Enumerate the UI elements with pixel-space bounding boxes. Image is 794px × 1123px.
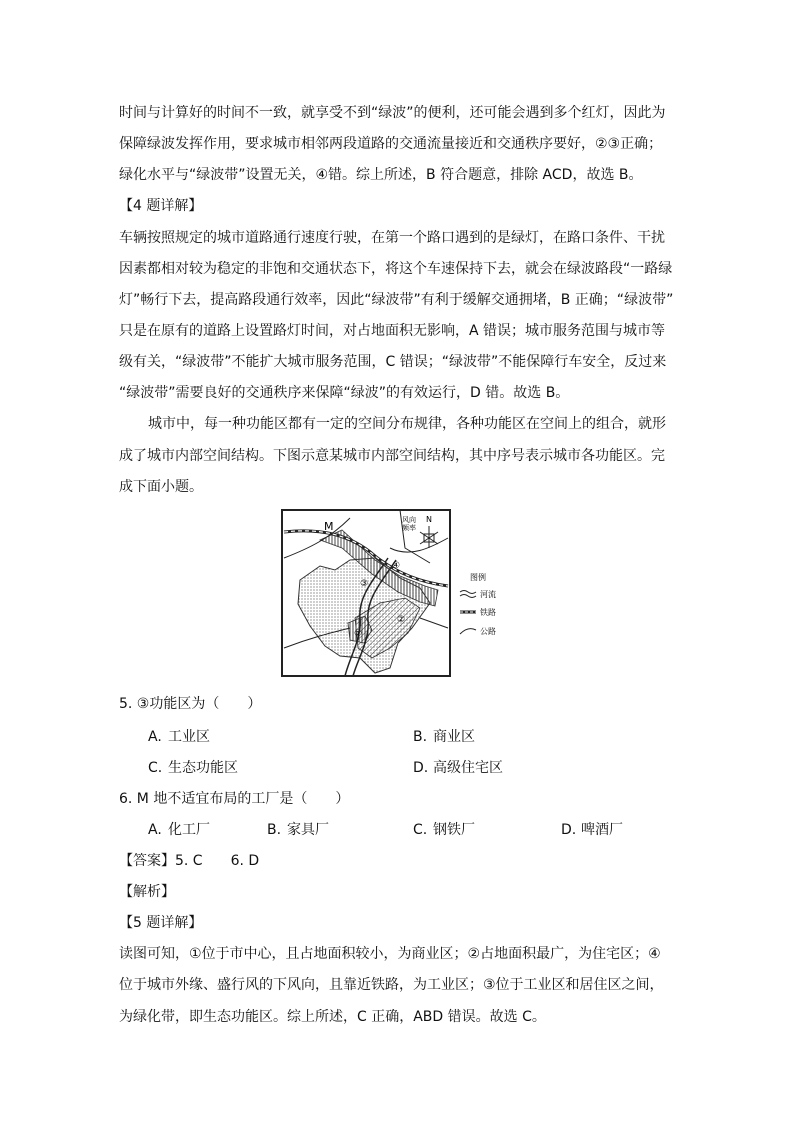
text-line: 级有关，“绿波带”不能扩大城市服务范围，C 错误；“绿波带”不能保障行车安全，反过来	[119, 354, 667, 370]
river-legend-icon	[460, 591, 476, 598]
q5-option-c: C. 生态功能区	[148, 760, 238, 776]
q5-option-d: D. 高级住宅区	[413, 760, 503, 776]
analysis-heading: 【解析】	[119, 884, 175, 900]
text-line: 时间与计算好的时间不一致，就享受不到“绿波”的便利，还可能会遇到多个红灯，因此为	[119, 105, 666, 121]
q5-heading: 【5 题详解】	[119, 915, 203, 931]
zone-1-label: ①	[354, 629, 363, 639]
text-line: 因素都相对较为稳定的非饱和交通状态下，将这个车速保持下去，就会在绿波路段“一路绿	[119, 261, 673, 277]
city-structure-map	[280, 508, 516, 678]
text-line: 绿化水平与“绿波带”设置无关，④错。综上所述，B 符合题意，排除 ACD，故选 B。	[119, 167, 643, 183]
q6-option-b: B. 家具厂	[267, 822, 329, 838]
text-line: 只是在原有的道路上设置路灯时间，对占地面积无影响，A 错误；城市服务范围与城市等	[119, 323, 666, 339]
label-m: M	[324, 520, 334, 533]
legend-road: 公路	[480, 627, 496, 636]
legend-river: 河流	[480, 590, 496, 599]
text-line: 成了城市内部空间结构。下图示意某城市内部空间结构，其中序号表示城市各功能区。完	[119, 448, 665, 464]
text-line: 读图可知，①位于市中心，且占地面积较小，为商业区；②占地面积最广，为住宅区；④	[119, 946, 661, 962]
text-line: 车辆按照规定的城市道路通行速度行驶，在第一个路口遇到的是绿灯，在路口条件、干扰	[119, 230, 665, 246]
q6-option-d: D. 啤酒厂	[561, 822, 623, 838]
text-line: 位于城市外缘、盛行风的下风向，且靠近铁路，为工业区；③位于工业区和居住区之间，	[119, 977, 664, 993]
q6-stem: 6. M 地不适宜布局的工厂是（ ）	[119, 791, 350, 807]
zone-3-label: ③	[360, 579, 369, 589]
road-legend-icon	[460, 629, 476, 634]
zone-2-label: ②	[397, 615, 406, 625]
zone-4-label: ④	[392, 561, 401, 571]
text-line: 成下面小题。	[119, 479, 203, 495]
q6-option-a: A. 化工厂	[148, 822, 210, 838]
north-label: N	[426, 515, 432, 524]
q5-option-b: B. 商业区	[413, 729, 475, 745]
legend-title: 图例	[470, 573, 486, 582]
q6-option-c: C. 钢铁厂	[413, 822, 475, 838]
text-line: 城市中，每一种功能区都有一定的空间分布规律，各种功能区在空间上的组合，就形	[148, 416, 666, 432]
wind-label: 频率	[402, 524, 416, 532]
text-line: 保障绿波发挥作用，要求城市相邻两段道路的交通流量接近和交通秩序要好，②③正确；	[119, 136, 663, 152]
q4-heading: 【4 题详解】	[119, 198, 203, 214]
legend-rail: 铁路	[480, 608, 496, 617]
q5-stem: 5. ③功能区为（ ）	[119, 696, 262, 712]
q5-option-a: A. 工业区	[148, 729, 210, 745]
answer-line: 【答案】5. C 6. D	[119, 853, 260, 869]
wind-label: 风向	[402, 516, 416, 524]
text-line: 灯”畅行下去，提高路段通行效率，因此“绿波带”有利于缓解交通拥堵，B 正确；“绿波带”	[119, 292, 674, 308]
text-line: “绿波带”需要良好的交通秩序来保障“绿波”的有效运行，D 错。故选 B。	[119, 385, 570, 401]
text-line: 为绿化带，即生态功能区。综上所述，C 正确，ABD 错误。故选 C。	[119, 1009, 546, 1025]
